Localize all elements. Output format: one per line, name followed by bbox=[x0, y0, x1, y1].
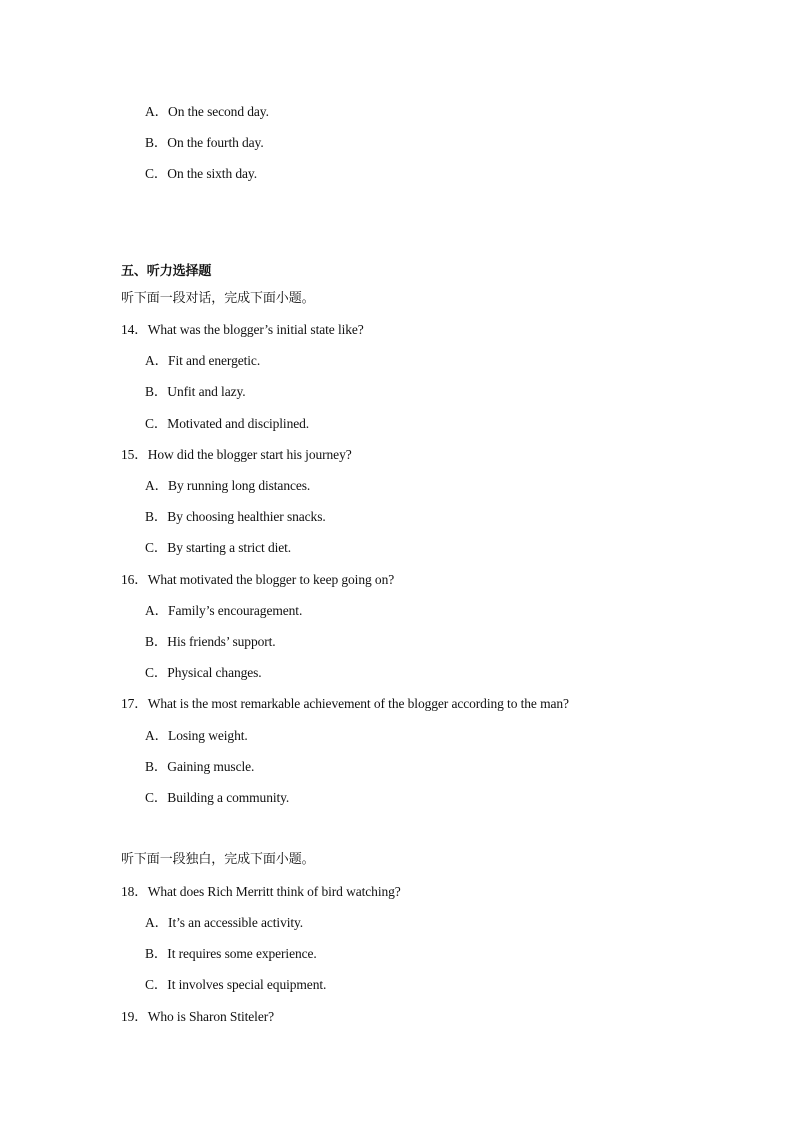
option-b[interactable]: B．On the fourth day. bbox=[145, 135, 264, 150]
question-17-stem: 17．What is the most remarkable achievement of the blogger according to the man? bbox=[121, 696, 569, 711]
q18-option-a[interactable]: A．It’s an accessible activity. bbox=[145, 915, 304, 930]
question-15-stem: 15．How did the blogger start his journey? bbox=[121, 447, 352, 462]
option-c[interactable]: C．On the sixth day. bbox=[145, 166, 257, 181]
q14-option-a[interactable]: A．Fit and energetic. bbox=[145, 353, 261, 368]
q16-option-b[interactable]: B．His friends’ support. bbox=[145, 634, 276, 649]
section-title: 五、听力选择题 bbox=[121, 264, 212, 279]
question-18-stem: 18．What does Rich Merritt think of bird watching? bbox=[121, 884, 401, 899]
q15-option-a[interactable]: A．By running long distances. bbox=[145, 478, 311, 493]
monologue-instruction: 听下面一段独白，完成下面小题。 bbox=[121, 852, 315, 867]
q18-option-b[interactable]: B．It requires some experience. bbox=[145, 946, 317, 961]
option-a[interactable]: A．On the second day. bbox=[145, 104, 269, 119]
q18-option-c[interactable]: C．It involves special equipment. bbox=[145, 977, 327, 992]
question-14-stem: 14．What was the blogger’s initial state like? bbox=[121, 322, 364, 337]
q14-option-b[interactable]: B．Unfit and lazy. bbox=[145, 384, 246, 399]
q16-option-c[interactable]: C．Physical changes. bbox=[145, 665, 262, 680]
q15-option-b[interactable]: B．By choosing healthier snacks. bbox=[145, 509, 326, 524]
q17-option-b[interactable]: B．Gaining muscle. bbox=[145, 759, 255, 774]
question-16-stem: 16．What motivated the blogger to keep going on? bbox=[121, 572, 395, 587]
q16-option-a[interactable]: A．Family’s encouragement. bbox=[145, 603, 303, 618]
question-19-stem: 19．Who is Sharon Stiteler? bbox=[121, 1009, 274, 1024]
q14-option-c[interactable]: C．Motivated and disciplined. bbox=[145, 416, 310, 431]
q17-option-c[interactable]: C．Building a community. bbox=[145, 790, 290, 805]
dialogue-instruction: 听下面一段对话，完成下面小题。 bbox=[121, 291, 315, 306]
q17-option-a[interactable]: A．Losing weight. bbox=[145, 728, 248, 743]
q15-option-c[interactable]: C．By starting a strict diet. bbox=[145, 540, 292, 555]
